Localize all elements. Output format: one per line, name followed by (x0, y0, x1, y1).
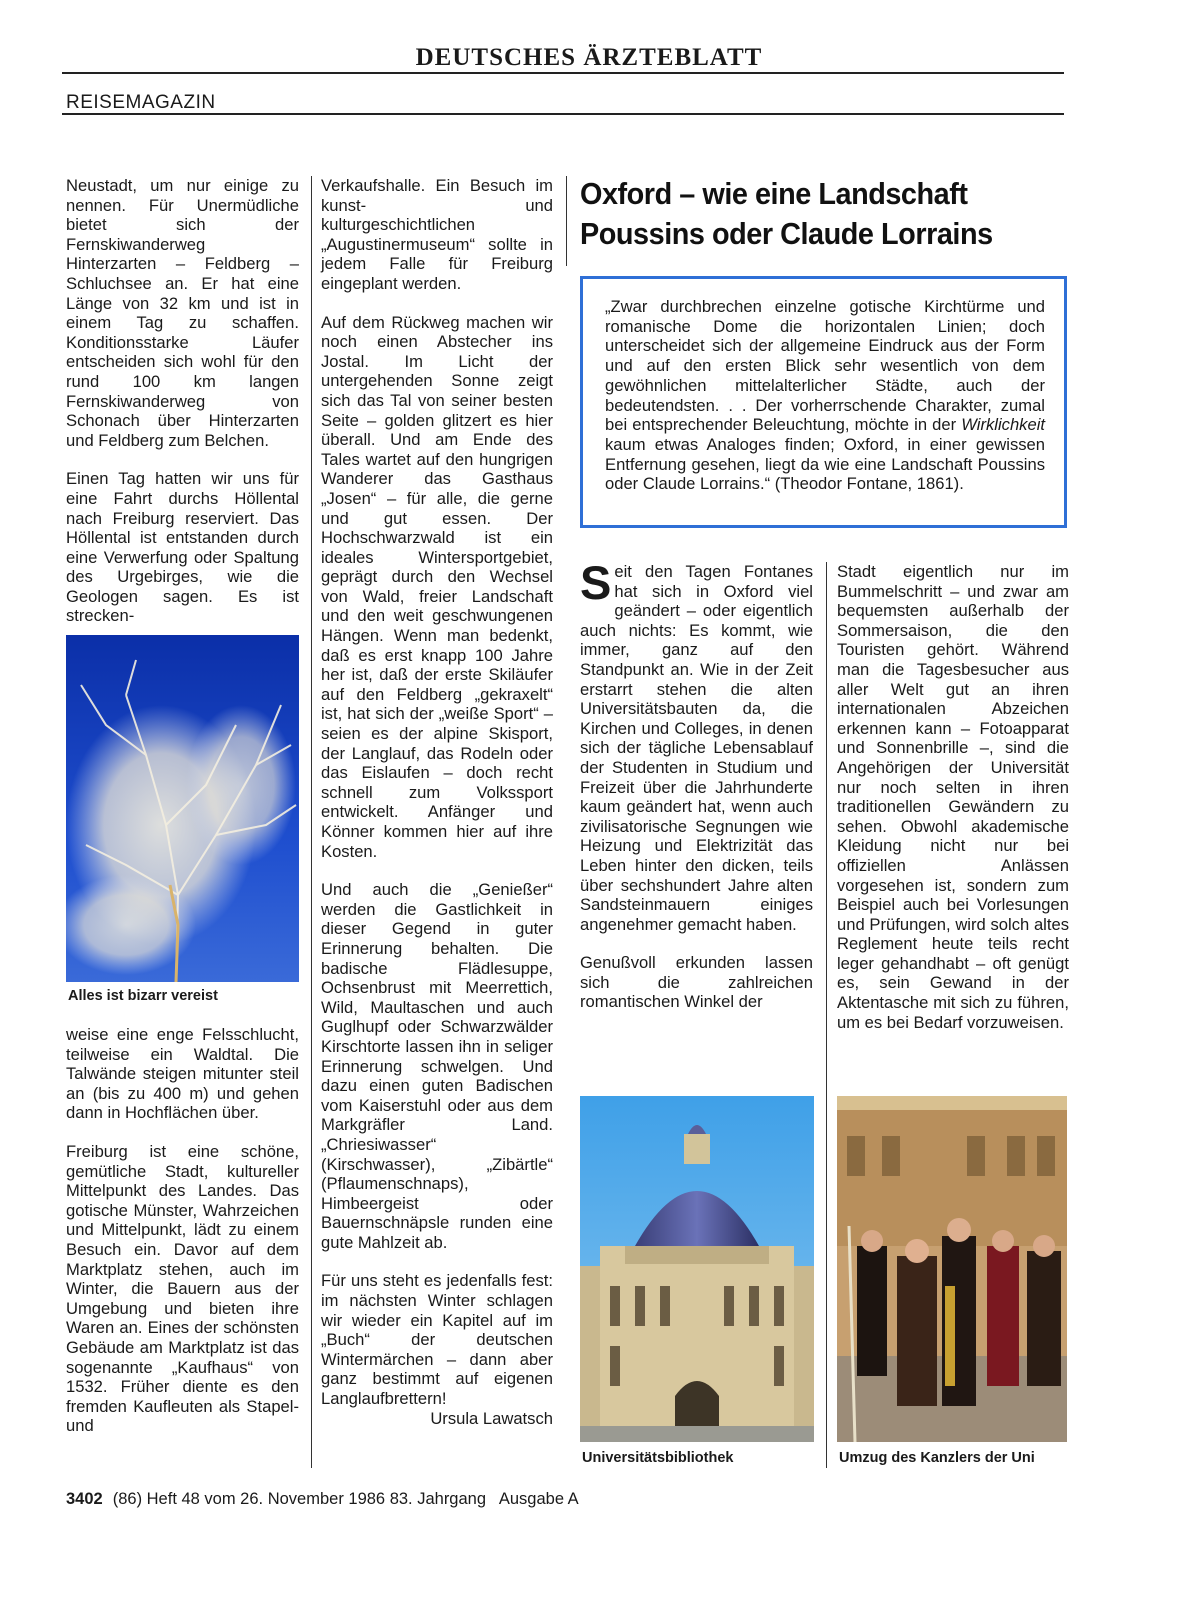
quote-box (580, 276, 1067, 528)
column-divider (826, 562, 827, 1468)
issue-info: (86) Heft 48 vom 26. November 1986 83. Jahrgang Ausgabe A (112, 1490, 579, 1508)
paragraph: weise eine enge Felsschlucht, teilweise ein Waldtal. Die Talwände steigen mitunter steil an (bis zu 400 m) und gehen dann in Hochflächen über. (66, 1025, 299, 1123)
paragraph: Freiburg ist eine schöne, gemütliche Stadt, kultureller Mittelpunkt des Landes. Das gotische Münster, Wahrzeichen und Mittelpunkt, lädt zu einem Besuch ein. Davor auf dem Marktplatz stehen, auch im Winter, die Bauern aus der Umgebung und bieten ihre Waren an. Eines der schönsten Gebäude am Marktplatz ist das sogenannte „Kaufhaus“ von 1532. Früher diente es den fremden Kaufleuten als Stapel- und (66, 1141, 299, 1436)
section-label: REISEMAGAZIN (66, 92, 216, 113)
frozen-tree-image (66, 635, 299, 982)
column-divider (311, 176, 312, 1468)
quote-emphasis: Wirklichkeit (961, 415, 1045, 435)
column-1-bottom (66, 1025, 299, 1455)
library-image (580, 1096, 814, 1442)
paragraph (580, 556, 813, 934)
caption-university-library: Universitätsbibliothek (582, 1450, 734, 1466)
paragraph: Genußvoll erkunden lassen sich die zahlreichen romantischen Winkel der (580, 953, 813, 1012)
masthead-rule (62, 72, 1064, 74)
column-1-top (66, 176, 299, 645)
column-4 (837, 562, 1069, 1051)
drop-cap: S (580, 556, 612, 609)
paragraph: Verkaufshalle. Ein Besuch im kunst- und kulturgeschichtlichen „Augustinermuseum“ sollte in jedem Falle für Freiburg eingeplant werden. (321, 176, 553, 293)
quote-text: „Zwar durchbrechen einzelne gotische Kirchtürme und romanische Dome die horizontalen Linien; doch unterscheidet sich der allgemeine Eindruck aus der Form und auf den ersten Blick sehr wesentlich von dem gewöhnlichen mittelalterlicher Städte, auch der bedeutendsten. . . Der vorherrschende Charakter, zumal bei entsprechender Beleuchtung, möchte in der (605, 297, 1045, 435)
paragraph: Stadt eigentlich nur im Bummelschritt – und zwar am bequemsten außerhalb der Sommersaison, die den Touristen gehört. Während man die Tagesbesucher aus aller Welt gut an ihren internationalen Abzeichen erkennen kann – Fotoapparat und Sonnenbrille –, sind die Angehörigen der Universität nur noch selten in ihren traditionellen Gewändern zu sehen. Obwohl akademische Kleidung nicht nur bei offiziellen Anlässen vorgesehen ist, sondern zum Beispiel auch bei Vorlesungen und Prüfungen, wird solch altes Reglement heute teils recht leger gehandhabt – oft genügt es, sein Gewand in der Aktentasche mit sich zu führen, um es bei Bedarf vorzuweisen. (837, 562, 1069, 1032)
caption-frozen-tree: Alles ist bizarr vereist (68, 988, 218, 1004)
column-divider (566, 176, 567, 266)
caption-chancellor-procession: Umzug des Kanzlers der Uni (839, 1450, 1035, 1466)
paragraph (321, 1271, 553, 1428)
section-rule (62, 113, 1064, 115)
quote-text-end: kaum etwas Analoges finden; Oxford, in einer gewissen Entfernung gesehen, liegt da wie eine Landschaft Poussins oder Claude Lorrains.“ (Theodor Fontane, 1861). (605, 434, 1045, 494)
fontane-quote (605, 297, 1045, 494)
author-name: Ursula Lawatsch (430, 1408, 553, 1428)
page-footer (66, 1490, 579, 1509)
column-3 (580, 556, 813, 1031)
paragraph: Neustadt, um nur einige zu nennen. Für Unermüdliche bietet sich der Fernskiwanderweg Hinterzarten – Feldberg – Schluchsee an. Er hat eine Länge von 32 km und ist in einem Tag zu schaffen. Konditionsstarke Läufer entscheiden sich wohl für den rund 100 km langen Fernskiwanderweg von Schonach über Hinterzarten und Feldberg zum Belchen. (66, 176, 299, 450)
paragraph-text: eit den Tagen Fontanes hat sich in Oxford viel geändert – oder eigentlich auch nichts: Es kommt, wie immer, ganz auf den Standpunkt an. Wie in der Zeit erstarrt stehen die alten Universitätsbauten da, die Kirchen und Colleges, in denen sich der tägliche Lebensablauf der Studenten in Studium und Freizeit über die Jahrhunderte kaum geändert hat, wenn auch zivilisatorische Segnungen wie Heizung und Elektrizität das Leben hinter den dicken, teils über sechshundert Jahre alten Sandsteinmauern einiges angenehmer gemacht haben. (580, 562, 813, 934)
photo-chancellor-procession (837, 1096, 1067, 1442)
photo-university-library (580, 1096, 814, 1442)
article-headline: Oxford – wie eine Landschaft Poussins oder Claude Lorrains (580, 176, 993, 251)
paragraph: Und auch die „Genießer“ werden die Gastlichkeit in dieser Gegend in guter Erinnerung behalten. Die badische Flädlesuppe, Ochsenbrust mit Meerrettich, Wild, Maultaschen und auch Guglhupf oder Schwarzwälder Kirschtorte lassen ihn in seliger Erinnerung schwelgen. Und dazu einen guten Badischen vom Kaiserstuhl oder aus dem Markgräfler Land. „Chriesiwasser“ (Kirschwasser), „Zibärtle“ (Pflaumenschnaps), Himbeergeist oder Bauernschnäpsle runden eine gute Mahlzeit ab. (321, 880, 553, 1252)
closing-paragraph: Für uns steht es jedenfalls fest: im nächsten Winter schlagen wir wieder ein Kapitel auf im „Buch“ der deutschen Wintermärchen – dann aber ganz bestimmt auf eigenen Langlaufbrettern! (321, 1271, 553, 1409)
photo-frozen-tree (66, 635, 299, 982)
page-number: 3402 (66, 1490, 103, 1508)
procession-image (837, 1096, 1067, 1442)
paragraph: Auf dem Rückweg machen wir noch einen Abstecher ins Jostal. Im Licht der untergehenden Sonne zeigt sich das Tal von seiner besten Seite – golden glitzert es hier überall. Und am Ende des Tales wartet auf den hungrigen Wanderer das Gasthaus „Josen“ – für alle, die gerne und gut essen. Der Hochschwarzwald ist ein ideales Wintersportgebiet, geprägt durch den Wechsel von Wald, freier Landschaft und den weit geschwungenen Hängen. Wenn man bedenkt, daß es erst knapp 100 Jahre her ist, daß der erste Skiläufer auf den Feldberg „gekraxelt“ ist, hat sich der „weiße Sport“ – seien es der alpine Skisport, der Langlauf, das Rodeln oder das Eislaufen – doch recht schnell zum Volkssport entwickelt. Anfänger und Könner kommen hier auf ihre Kosten. (321, 312, 553, 861)
masthead: DEUTSCHES ÄRZTEBLATT (415, 44, 763, 71)
column-2 (321, 176, 553, 1428)
paragraph: Einen Tag hatten wir uns für eine Fahrt durchs Höllental nach Freiburg reserviert. Das Höllental ist entstanden durch eine Verwerfung oder Spaltung des Urgebirges, wie die Geologen sagen. Es ist strecken- (66, 469, 299, 626)
